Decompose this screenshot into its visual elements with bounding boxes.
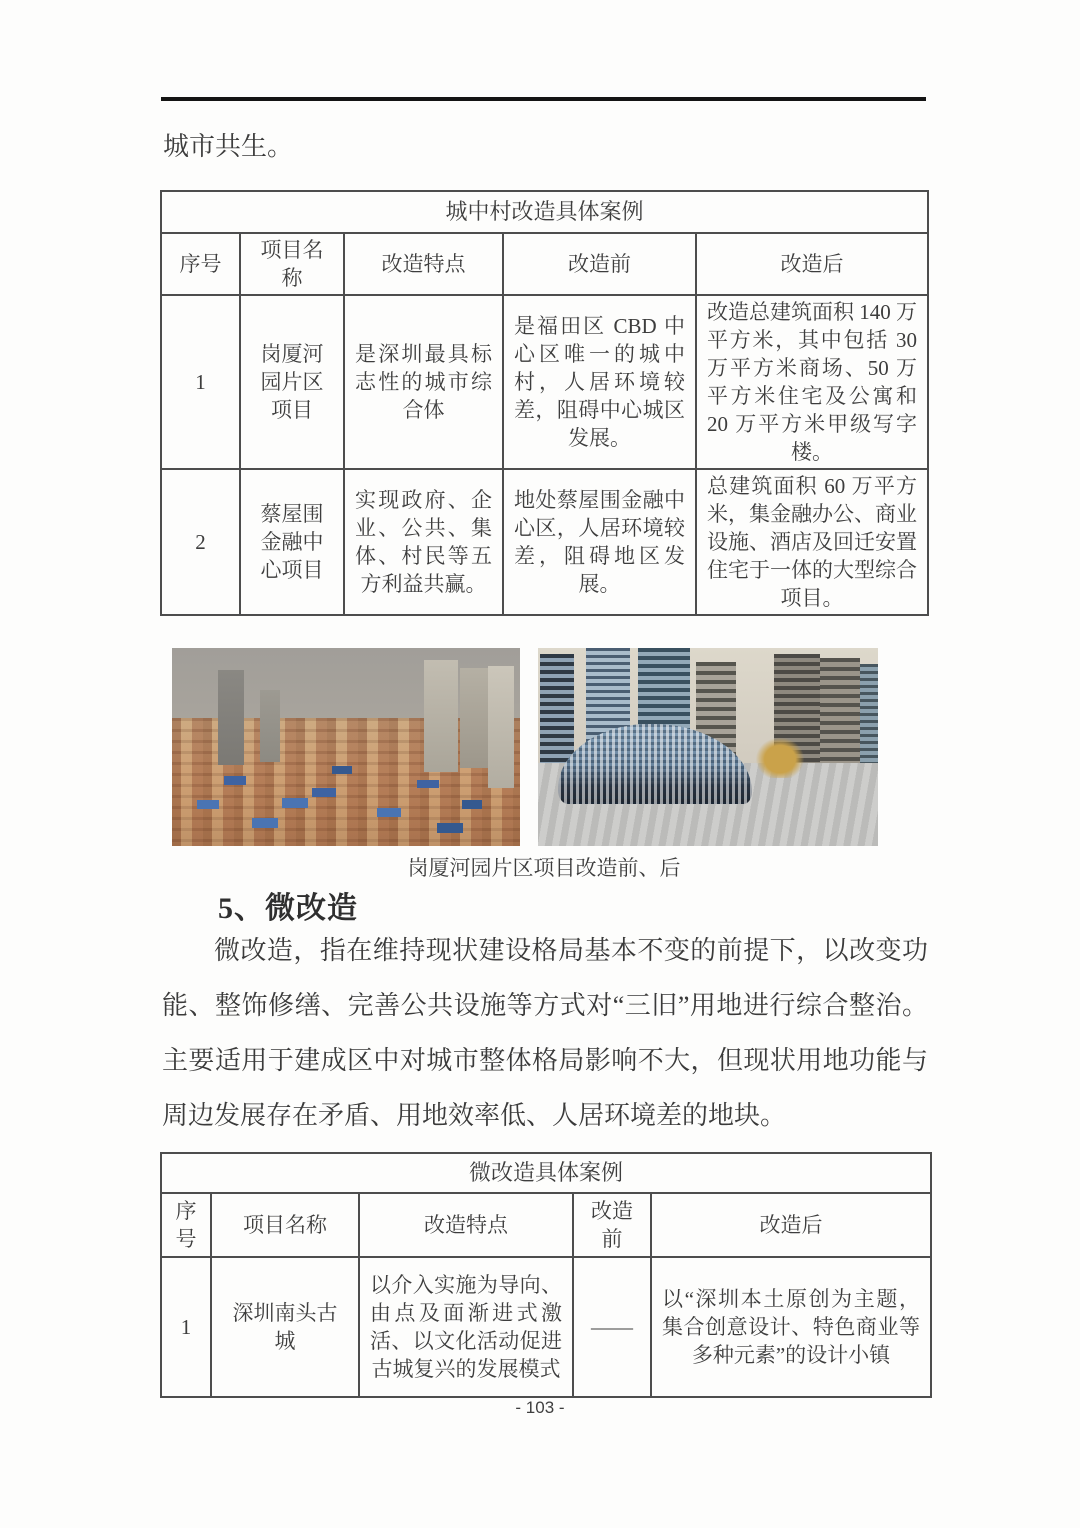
table1-row2-name: 蔡屋围金融中心项目 <box>240 469 344 615</box>
section-heading: 5、微改造 <box>218 892 358 925</box>
table1-row1-no: 1 <box>161 295 240 469</box>
intro-text: 城市共生。 <box>163 132 294 161</box>
table2-header-name: 项目名称 <box>211 1193 359 1257</box>
table2-row1-no: 1 <box>161 1257 211 1397</box>
table-row <box>161 295 928 469</box>
table1-header-feature: 改造特点 <box>344 233 503 295</box>
table1-header-name <box>240 233 344 295</box>
table-row <box>161 1257 931 1397</box>
body-paragraph: 微改造，指在维持现状建设格局基本不变的前提下，以改变功能、整饰修缮、完善公共设施等方式对“三旧”用地进行综合整治。主要适用于建成区中对城市整体格局影响不大，但现状用地功能与周边发展存在矛盾、用地效率低、人居环境差的地块。 <box>162 936 928 1130</box>
table1-header-after: 改造后 <box>696 233 928 295</box>
page-number: - 103 - <box>515 1398 565 1417</box>
table1-row2-feature: 实现政府、企业、公共、集体、村民等五方利益共赢。 <box>344 469 503 615</box>
table1-header-before: 改造前 <box>503 233 696 295</box>
header-rule <box>161 97 926 101</box>
table2-header-after: 改造后 <box>651 1193 931 1257</box>
after-photo <box>538 648 878 846</box>
table2-row1-feature: 以介入实施为导向、由点及面渐进式激活、以文化活动促进古城复兴的发展模式 <box>359 1257 573 1397</box>
before-photo <box>172 648 520 846</box>
table1-row1-before: 是福田区 CBD 中心区唯一的城中村，人居环境较差，阻碍中心城区发展。 <box>503 295 696 469</box>
table1-header-seq: 序号 <box>161 233 240 295</box>
gold-sculpture-shape <box>754 736 806 778</box>
figure-caption: 岗厦河园片区项目改造前、后 <box>407 856 681 880</box>
table1-title: 城中村改造具体案例 <box>161 191 928 233</box>
table1-row1-feature: 是深圳最具标志性的城市综合体 <box>344 295 503 469</box>
table2-title: 微改造具体案例 <box>161 1153 931 1193</box>
table1-row2-after: 总建筑面积 60 万平方米，集金融办公、商业设施、酒店及回迁安置住宅于一体的大型综合项目。 <box>696 469 928 615</box>
table2-row1-before: —— <box>573 1257 651 1397</box>
table1-row1-name: 岗厦河园片区项目 <box>240 295 344 469</box>
table2-row1-after: 以“深圳本土原创为主题，集合创意设计、特色商业等多种元素”的设计小镇 <box>651 1257 931 1397</box>
table2-header-feature: 改造特点 <box>359 1193 573 1257</box>
table1-row2-no: 2 <box>161 469 240 615</box>
table2-header-before-label: 改造前 <box>590 1199 633 1251</box>
table2-row1-name: 深圳南头古城 <box>211 1257 359 1397</box>
table2-header-before <box>573 1193 651 1257</box>
mall-building-shape <box>558 724 752 804</box>
micro-renovation-cases-table <box>160 1152 932 1398</box>
table2-header-seq <box>161 1193 211 1257</box>
table1-row1-after: 改造总建筑面积 140 万平方米，其中包括 30 万平方米商场、50 万平方米住宅及公寓和 20 万平方米甲级写字楼。 <box>696 295 928 469</box>
table1-header-name-label: 项目名称 <box>260 238 324 290</box>
urban-village-cases-table <box>160 190 929 616</box>
table2-header-seq-label: 序号 <box>175 1199 197 1251</box>
figure-photos <box>172 648 878 846</box>
table1-row2-before: 地处蔡屋围金融中心区，人居环境较差，阻碍地区发展。 <box>503 469 696 615</box>
table-row <box>161 469 928 615</box>
